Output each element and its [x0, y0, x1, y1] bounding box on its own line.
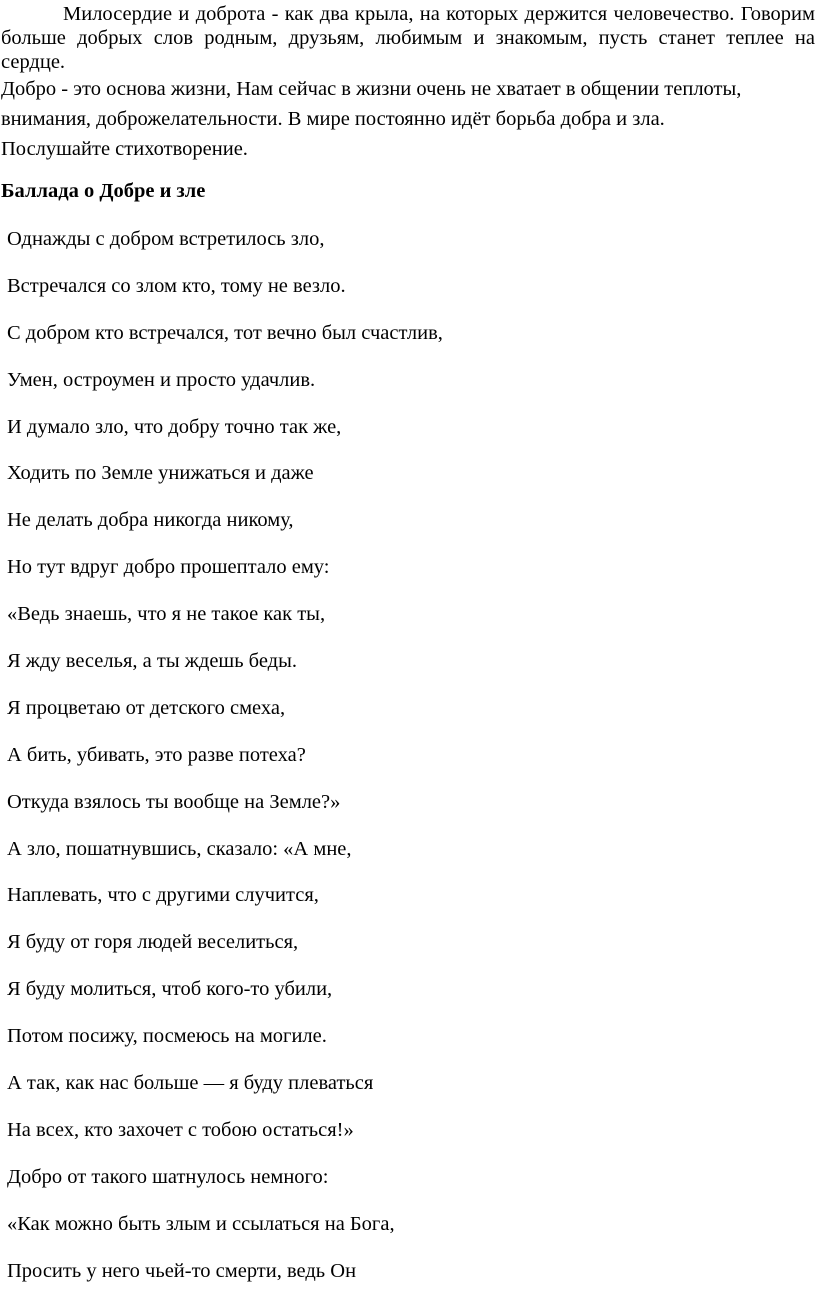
poem-line: Наплевать, что с другими случится, — [7, 884, 319, 907]
poem-line: Я жду веселья, а ты ждешь беды. — [7, 650, 297, 673]
intro-section — [1, 2, 815, 164]
poem-line: Встречался со злом кто, тому не везло. — [7, 274, 346, 297]
poem-line: А зло, пошатнувшись, сказало: «А мне, — [7, 837, 352, 860]
poem-line: Я буду от горя людей веселиться, — [7, 931, 299, 954]
poem-line: Не делать добра никогда никому, — [7, 509, 294, 532]
poem-line: «Ведь знаешь, что я не такое как ты, — [7, 603, 326, 626]
poem-line: Умен, остроумен и просто удачлив. — [7, 368, 316, 391]
poem-line: А бить, убивать, это разве потеха? — [7, 743, 306, 766]
poem-line: Я буду молиться, чтоб кого-то убили, — [7, 978, 333, 1001]
poem-line: Ходить по Земле унижаться и даже — [7, 462, 314, 485]
poem-line: А так, как нас больше — я буду плеваться — [7, 1072, 374, 1095]
poem-line: Но тут вдруг добро прошептало ему: — [7, 556, 330, 579]
poem-line: С добром кто встречался, тот вечно был счастлив, — [7, 321, 443, 344]
poem-line: Просить у него чьей-то смерти, ведь Он — [7, 1259, 357, 1282]
intro-paragraph-2: Добро - это основа жизни, Нам сейчас в жизни очень не хватает в общении теплоты, внимания, доброжелательности. В мире постоянно идёт борьба добра и зла. — [1, 78, 742, 130]
ballad-title: Баллада о Добре и зле — [1, 180, 206, 202]
poem-line: Откуда взялось ты вообще на Земле?» — [7, 790, 341, 813]
poem-line: Добро от такого шатнулось немного: — [7, 1165, 329, 1188]
intro-paragraph-3: Послушайте стихотворение. — [1, 138, 248, 160]
poem-line: Я процветаю от детского смеха, — [7, 696, 286, 719]
poem-line: На всех, кто захочет с тобою остаться!» — [7, 1118, 354, 1141]
poem-line: «Как можно быть злым и ссылаться на Бога, — [7, 1212, 395, 1235]
poem-line: Потом посижу, посмеюсь на могиле. — [7, 1025, 327, 1048]
intro-paragraph-1: Милосердие и доброта - как два крыла, на которых держится человечество. Говорим больше добрых слов родным, друзьям, любимым и знакомым, пусть станет теплее на сердце. — [1, 3, 815, 73]
poem-line: И думало зло, что добру точно так же, — [7, 415, 342, 438]
poem-lines — [7, 226, 443, 1304]
poem-line: Однажды с добром встретилось зло, — [7, 228, 325, 250]
